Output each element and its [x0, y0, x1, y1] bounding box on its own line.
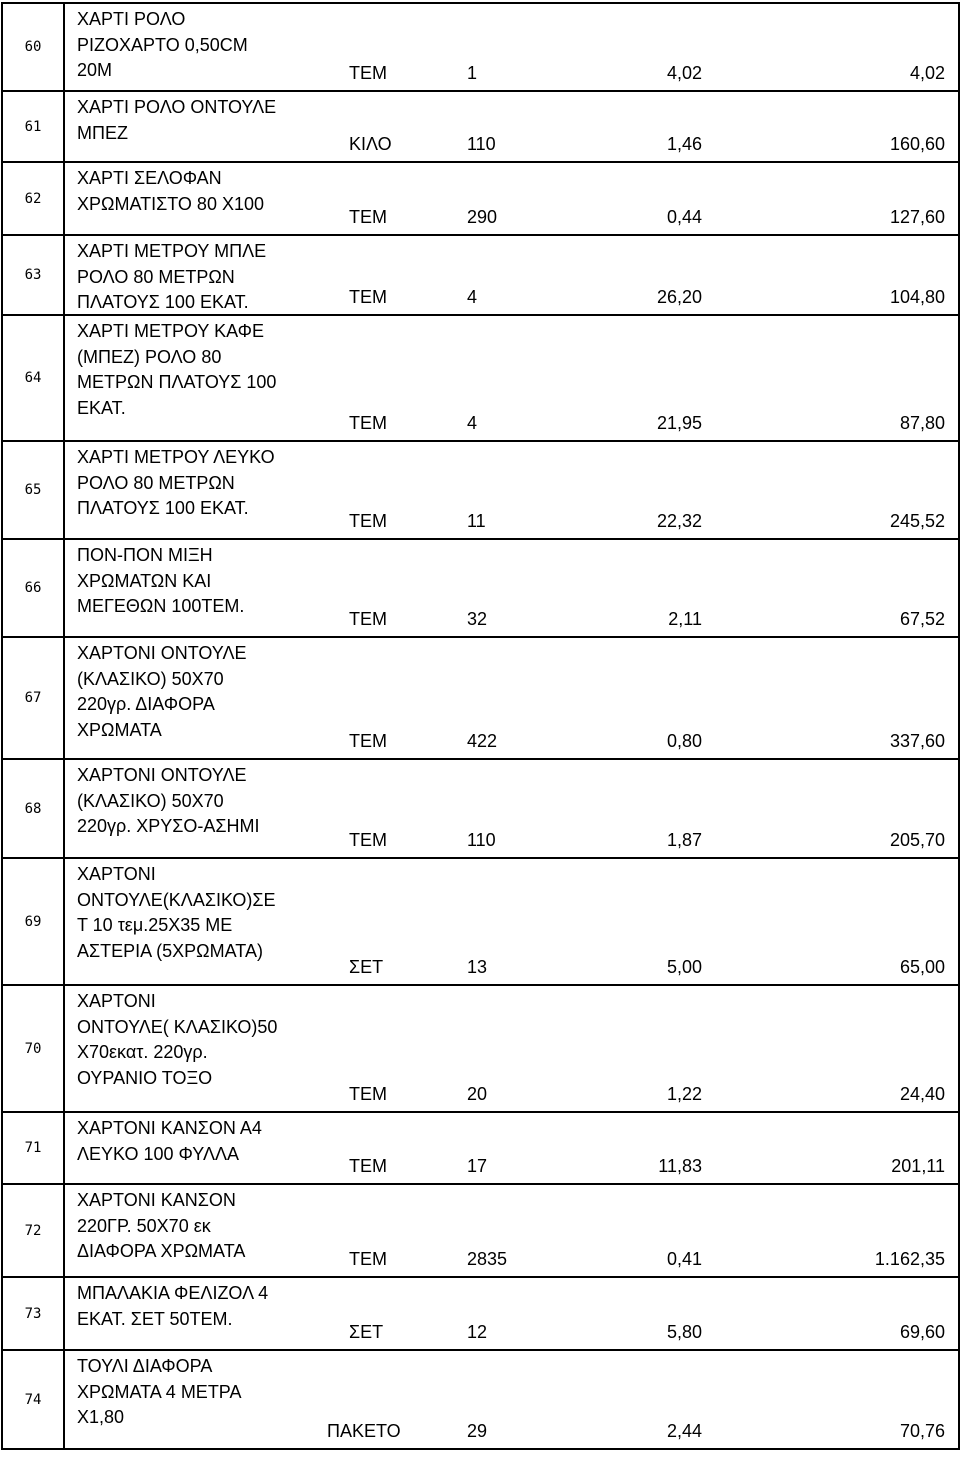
item-values — [65, 1082, 958, 1107]
unit-price-value: 11,83 — [658, 1156, 702, 1176]
quantity-value: 11 — [467, 511, 486, 531]
unit-price-value: 21,95 — [656, 413, 702, 433]
total-value: 1.162,35 — [874, 1249, 945, 1269]
quantity-value: 13 — [467, 957, 488, 977]
item-values — [65, 1419, 958, 1444]
total-value: 67,52 — [899, 609, 945, 629]
row-number: 66 — [2, 539, 64, 637]
item-values — [65, 285, 958, 310]
table-row — [2, 1112, 959, 1184]
row-number: 62 — [2, 162, 64, 235]
item-description: ΧΑΡΤΟΝΙ ΟΝΤΟΥΛΕ( ΚΛΑΣΙΚΟ)50 Χ70εκατ. 220γρ. ΟΥΡΑΝΙΟ ΤΟΞΟ — [77, 991, 278, 1088]
unit-price-value: 0,44 — [666, 207, 702, 227]
quantity-value: 290 — [467, 207, 498, 227]
row-number: 60 — [2, 3, 64, 91]
total-value: 201,11 — [891, 1156, 945, 1176]
row-number: 68 — [2, 759, 64, 858]
item-description: ΧΑΡΤΙ ΜΕΤΡΟΥ ΜΠΛΕ ΡΟΛΟ 80 ΜΕΤΡΩΝ ΠΛΑΤΟΥΣ 100 ΕΚΑΤ. — [77, 241, 267, 312]
item-cell — [64, 1277, 959, 1350]
unit-value: ΤΕΜ — [349, 830, 387, 850]
unit-value: ΤΕΜ — [349, 731, 387, 751]
table-row — [2, 985, 959, 1112]
item-cell — [64, 637, 959, 759]
quantity-value: 4 — [467, 413, 478, 433]
unit-price-value: 1,87 — [666, 830, 702, 850]
row-number: 72 — [2, 1184, 64, 1277]
unit-price-value: 0,80 — [666, 731, 702, 751]
item-description: ΧΑΡΤΙ ΜΕΤΡΟΥ ΛΕΥΚΟ ΡΟΛΟ 80 ΜΕΤΡΩΝ ΠΛΑΤΟΥΣ 100 ΕΚΑΤ. — [77, 447, 275, 518]
item-description: ΧΑΡΤΙ ΡΟΛΟ ΡΙΖΟΧΑΡΤΟ 0,50CM 20M — [77, 9, 248, 80]
item-description: ΧΑΡΤΙ ΜΕΤΡΟΥ ΚΑΦΕ (ΜΠΕΖ) ΡΟΛΟ 80 ΜΕΤΡΩΝ ΠΛΑΤΟΥΣ 100 ΕΚΑΤ. — [77, 321, 277, 418]
item-values — [65, 1320, 958, 1345]
table-row — [2, 1350, 959, 1449]
row-number: 64 — [2, 315, 64, 441]
row-number: 69 — [2, 858, 64, 985]
unit-value: ΤΕΜ — [349, 1084, 387, 1104]
total-value: 205,70 — [889, 830, 945, 850]
unit-value: ΣΕΤ — [349, 957, 384, 977]
quantity-value: 1 — [467, 63, 478, 83]
item-values — [65, 729, 958, 754]
items-table-body — [2, 3, 959, 1449]
quantity-value: 110 — [467, 134, 496, 154]
table-row — [2, 759, 959, 858]
row-number: 74 — [2, 1350, 64, 1449]
unit-price-value: 2,44 — [666, 1421, 702, 1441]
item-description: ΧΑΡΤΟΝΙ ΟΝΤΟΥΛΕ (ΚΛΑΣΙΚΟ) 50Χ70 220γρ. ΔΙΑΦΟΡΑ ΧΡΩΜΑΤΑ — [77, 643, 247, 740]
unit-value: ΣΕΤ — [349, 1322, 384, 1342]
unit-value: ΠΑΚΕΤΟ — [327, 1421, 401, 1441]
item-description: ΤΟΥΛΙ ΔΙΑΦΟΡΑ ΧΡΩΜΑΤΑ 4 ΜΕΤΡΑ Χ1,80 — [77, 1356, 242, 1427]
unit-price-value: 1,46 — [666, 134, 702, 154]
item-values — [65, 1154, 958, 1179]
quantity-value: 4 — [467, 287, 478, 307]
unit-price-value: 4,02 — [666, 63, 702, 83]
row-number: 61 — [2, 91, 64, 162]
item-cell — [64, 1350, 959, 1449]
item-description: ΧΑΡΤΟΝΙ ΚΑΝΣΟΝ Α4 ΛΕΥΚΟ 100 ΦΥΛΛΑ — [77, 1118, 262, 1164]
unit-value: ΤΕΜ — [349, 511, 387, 531]
items-table — [1, 2, 960, 1450]
item-description: ΠΟΝ-ΠΟΝ ΜΙΞΗ ΧΡΩΜΑΤΩΝ ΚΑΙ ΜΕΓΕΘΩΝ 100ΤΕΜ. — [77, 545, 245, 616]
quantity-value: 17 — [467, 1156, 488, 1176]
unit-value: ΤΕΜ — [349, 207, 387, 227]
item-values — [65, 205, 958, 230]
row-number: 73 — [2, 1277, 64, 1350]
table-row — [2, 637, 959, 759]
quantity-value: 110 — [467, 830, 496, 850]
item-description: ΧΑΡΤΟΝΙ ΚΑΝΣΟΝ 220ΓΡ. 50Χ70 εκ ΔΙΑΦΟΡΑ ΧΡΩΜΑΤΑ — [77, 1190, 246, 1261]
item-values — [65, 509, 958, 534]
unit-price-value: 2,11 — [668, 609, 702, 629]
total-value: 24,40 — [899, 1084, 945, 1104]
item-cell — [64, 759, 959, 858]
item-values — [65, 1247, 958, 1272]
item-cell — [64, 1184, 959, 1277]
item-cell — [64, 3, 959, 91]
item-values — [65, 955, 958, 980]
quantity-value: 20 — [467, 1084, 488, 1104]
table-row — [2, 315, 959, 441]
row-number: 70 — [2, 985, 64, 1112]
row-number: 71 — [2, 1112, 64, 1184]
unit-price-value: 26,20 — [656, 287, 702, 307]
item-values — [65, 828, 958, 853]
total-value: 160,60 — [889, 134, 945, 154]
item-cell — [64, 985, 959, 1112]
total-value: 245,52 — [889, 511, 945, 531]
unit-price-value: 22,32 — [656, 511, 702, 531]
unit-value: ΤΕΜ — [349, 413, 387, 433]
table-row — [2, 162, 959, 235]
total-value: 70,76 — [899, 1421, 945, 1441]
table-row — [2, 235, 959, 315]
unit-price-value: 1,22 — [666, 1084, 702, 1104]
item-cell — [64, 1112, 959, 1184]
unit-value: ΤΕΜ — [349, 1249, 387, 1269]
item-values — [65, 61, 958, 86]
item-description: ΧΑΡΤΟΝΙ ΟΝΤΟΥΛΕ (ΚΛΑΣΙΚΟ) 50Χ70 220γρ. ΧΡΥΣΟ-ΑΣΗΜΙ — [77, 765, 260, 836]
item-cell — [64, 315, 959, 441]
table-row — [2, 91, 959, 162]
row-number: 65 — [2, 441, 64, 539]
quantity-value: 12 — [467, 1322, 488, 1342]
total-value: 4,02 — [909, 63, 945, 83]
row-number: 63 — [2, 235, 64, 315]
item-cell — [64, 539, 959, 637]
quantity-value: 32 — [467, 609, 488, 629]
total-value: 337,60 — [889, 731, 945, 751]
table-row — [2, 3, 959, 91]
unit-price-value: 5,80 — [666, 1322, 702, 1342]
item-values — [65, 607, 958, 632]
item-description: ΧΑΡΤΙ ΣΕΛΟΦΑΝ ΧΡΩΜΑΤΙΣΤΟ 80 Χ100 — [77, 168, 264, 214]
item-cell — [64, 162, 959, 235]
total-value: 87,80 — [899, 413, 945, 433]
unit-price-value: 5,00 — [666, 957, 702, 977]
item-description: ΜΠΑΛΑΚΙΑ ΦΕΛΙΖΟΛ 4 ΕΚΑΤ. ΣΕΤ 50ΤΕΜ. — [77, 1283, 269, 1329]
item-cell — [64, 441, 959, 539]
quantity-value: 29 — [467, 1421, 488, 1441]
item-cell — [64, 235, 959, 315]
table-row — [2, 1277, 959, 1350]
table-row — [2, 858, 959, 985]
item-values — [65, 411, 958, 436]
unit-value: ΤΕΜ — [349, 287, 387, 307]
unit-value: ΤΕΜ — [349, 63, 387, 83]
item-description: ΧΑΡΤΟΝΙ ΟΝΤΟΥΛΕ(ΚΛΑΣΙΚΟ)ΣΕ Τ 10 τεμ.25Χ35 ΜΕ ΑΣΤΕΡΙΑ (5ΧΡΩΜΑΤΑ) — [77, 864, 276, 961]
quantity-value: 2835 — [467, 1249, 508, 1269]
item-description: ΧΑΡΤΙ ΡΟΛΟ ΟΝΤΟΥΛΕ ΜΠΕΖ — [77, 97, 277, 143]
unit-price-value: 0,41 — [666, 1249, 702, 1269]
quantity-value: 422 — [467, 731, 498, 751]
total-value: 104,80 — [889, 287, 945, 307]
unit-value: ΤΕΜ — [349, 1156, 387, 1176]
item-cell — [64, 858, 959, 985]
item-cell — [64, 91, 959, 162]
item-values — [65, 132, 958, 157]
total-value: 65,00 — [899, 957, 945, 977]
unit-value: ΤΕΜ — [349, 609, 387, 629]
row-number: 67 — [2, 637, 64, 759]
table-row — [2, 539, 959, 637]
table-row — [2, 441, 959, 539]
total-value: 127,60 — [889, 207, 945, 227]
unit-value: ΚΙΛΟ — [349, 134, 392, 154]
total-value: 69,60 — [899, 1322, 945, 1342]
table-row — [2, 1184, 959, 1277]
